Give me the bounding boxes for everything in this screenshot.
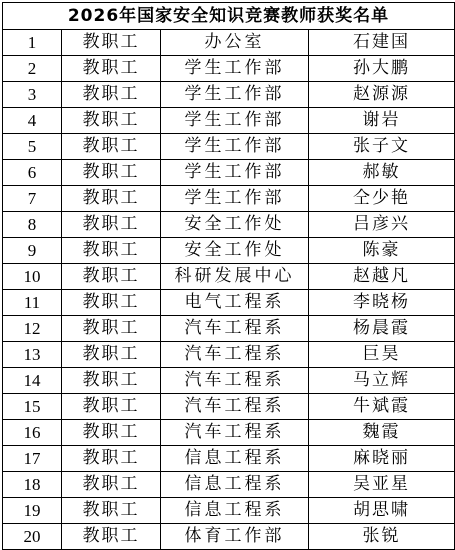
row-department: 汽车工程系	[161, 342, 309, 368]
table-row	[3, 264, 455, 290]
row-department: 学生工作部	[161, 56, 309, 82]
table-row	[3, 394, 455, 420]
row-number: 7	[3, 186, 62, 212]
row-number: 10	[3, 264, 62, 290]
table-row	[3, 212, 455, 238]
table-row	[3, 290, 455, 316]
row-department: 学生工作部	[161, 186, 309, 212]
row-department: 学生工作部	[161, 160, 309, 186]
row-name: 赵越凡	[309, 264, 455, 290]
row-number: 19	[3, 498, 62, 524]
row-department: 信息工程系	[161, 446, 309, 472]
table-body	[3, 30, 455, 550]
row-name: 张子文	[309, 134, 455, 160]
row-role: 教职工	[62, 290, 161, 316]
row-number: 13	[3, 342, 62, 368]
table-row	[3, 238, 455, 264]
row-number: 11	[3, 290, 62, 316]
table-row	[3, 134, 455, 160]
row-department: 汽车工程系	[161, 316, 309, 342]
row-number: 20	[3, 524, 62, 550]
row-role: 教职工	[62, 264, 161, 290]
row-role: 教职工	[62, 446, 161, 472]
row-department: 科研发展中心	[161, 264, 309, 290]
row-name: 石建国	[309, 30, 455, 56]
table-row	[3, 342, 455, 368]
row-number: 9	[3, 238, 62, 264]
row-role: 教职工	[62, 160, 161, 186]
row-name: 马立辉	[309, 368, 455, 394]
table-row	[3, 368, 455, 394]
row-name: 魏霞	[309, 420, 455, 446]
row-department: 信息工程系	[161, 498, 309, 524]
row-role: 教职工	[62, 186, 161, 212]
row-role: 教职工	[62, 420, 161, 446]
row-number: 4	[3, 108, 62, 134]
row-department: 安全工作处	[161, 212, 309, 238]
row-name: 孙大鹏	[309, 56, 455, 82]
row-role: 教职工	[62, 498, 161, 524]
row-number: 14	[3, 368, 62, 394]
row-number: 5	[3, 134, 62, 160]
table-row	[3, 472, 455, 498]
row-role: 教职工	[62, 82, 161, 108]
row-department: 安全工作处	[161, 238, 309, 264]
row-name: 吕彦兴	[309, 212, 455, 238]
row-name: 仝少艳	[309, 186, 455, 212]
row-number: 1	[3, 30, 62, 56]
row-department: 汽车工程系	[161, 368, 309, 394]
row-number: 2	[3, 56, 62, 82]
row-role: 教职工	[62, 30, 161, 56]
row-number: 16	[3, 420, 62, 446]
row-name: 赵源源	[309, 82, 455, 108]
table-row	[3, 186, 455, 212]
row-number: 15	[3, 394, 62, 420]
row-role: 教职工	[62, 342, 161, 368]
table-row	[3, 108, 455, 134]
row-department: 办公室	[161, 30, 309, 56]
table-row	[3, 160, 455, 186]
row-department: 学生工作部	[161, 134, 309, 160]
row-role: 教职工	[62, 394, 161, 420]
table-row	[3, 420, 455, 446]
row-number: 12	[3, 316, 62, 342]
row-number: 8	[3, 212, 62, 238]
row-department: 体育工作部	[161, 524, 309, 550]
row-role: 教职工	[62, 472, 161, 498]
row-department: 学生工作部	[161, 108, 309, 134]
row-name: 牛斌霞	[309, 394, 455, 420]
row-number: 17	[3, 446, 62, 472]
table-row	[3, 56, 455, 82]
table-row	[3, 446, 455, 472]
row-department: 学生工作部	[161, 82, 309, 108]
row-role: 教职工	[62, 212, 161, 238]
table-row	[3, 316, 455, 342]
row-role: 教职工	[62, 238, 161, 264]
row-name: 郝敏	[309, 160, 455, 186]
row-name: 陈豪	[309, 238, 455, 264]
title-row	[3, 3, 455, 30]
row-role: 教职工	[62, 134, 161, 160]
row-name: 麻晓丽	[309, 446, 455, 472]
row-number: 3	[3, 82, 62, 108]
row-role: 教职工	[62, 56, 161, 82]
row-name: 吴亚星	[309, 472, 455, 498]
row-role: 教职工	[62, 368, 161, 394]
row-name: 胡思啸	[309, 498, 455, 524]
row-name: 谢岩	[309, 108, 455, 134]
row-role: 教职工	[62, 316, 161, 342]
table-title: 2026年国家安全知识竞赛教师获奖名单	[3, 3, 455, 30]
table-row	[3, 30, 455, 56]
table-row	[3, 82, 455, 108]
row-department: 信息工程系	[161, 472, 309, 498]
row-name: 李晓杨	[309, 290, 455, 316]
row-number: 18	[3, 472, 62, 498]
row-name: 巨昊	[309, 342, 455, 368]
row-department: 电气工程系	[161, 290, 309, 316]
row-role: 教职工	[62, 524, 161, 550]
award-list-table	[2, 2, 455, 550]
row-role: 教职工	[62, 108, 161, 134]
row-name: 张锐	[309, 524, 455, 550]
table-row	[3, 524, 455, 550]
row-department: 汽车工程系	[161, 420, 309, 446]
row-department: 汽车工程系	[161, 394, 309, 420]
row-name: 杨晨霞	[309, 316, 455, 342]
row-number: 6	[3, 160, 62, 186]
table-row	[3, 498, 455, 524]
